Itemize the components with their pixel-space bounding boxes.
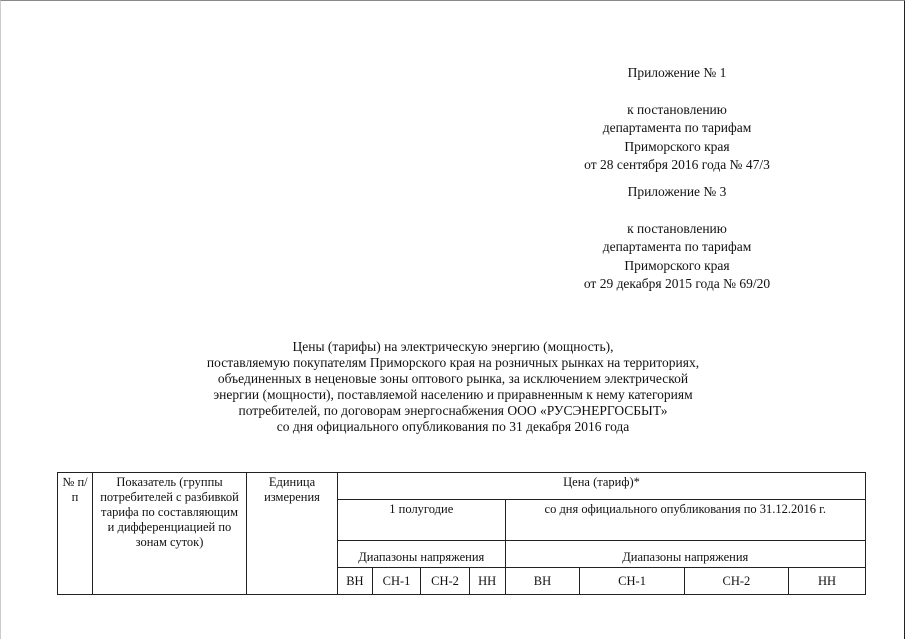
title-line: со дня официального опубликования по 31 декабря 2016 года xyxy=(276,419,630,434)
header-indicator: Показатель (группы потребителей с разбивкой тарифа по составляющим и дифференциацией по зонам суток) xyxy=(93,473,247,595)
appendix-3-heading: Приложение № 3 xyxy=(627,184,727,199)
title-line: Цены (тарифы) на электрическую энергию (мощность), xyxy=(292,339,614,354)
voltage-level-cell: НН xyxy=(789,568,866,595)
voltage-level-cell: НН xyxy=(469,568,505,595)
title-line: потребителей, по договорам энергоснабжения ООО «РУСЭНЕРГОСБЫТ» xyxy=(238,403,668,418)
header-unit: Единица измерения xyxy=(247,473,338,595)
voltage-level-cell: СН-2 xyxy=(684,568,788,595)
title-line: энергии (мощности), поставляемой населению и приравненным к нему категориям xyxy=(213,387,693,402)
voltage-level-cell: ВН xyxy=(338,568,373,595)
voltage-level-cell: ВН xyxy=(505,568,580,595)
appendix-3-line: к постановлению xyxy=(627,220,727,236)
header-price: Цена (тариф)* xyxy=(338,473,866,500)
appendix-1-line: к постановлению xyxy=(627,101,727,117)
header-voltage-ranges-1: Диапазоны напряжения xyxy=(338,541,506,568)
appendix-1-heading: Приложение № 1 xyxy=(627,65,727,80)
header-number: № п/п xyxy=(58,473,93,595)
appendix-3-line: от 29 декабря 2015 года № 69/20 xyxy=(583,276,771,291)
voltage-level-cell: СН-2 xyxy=(421,568,470,595)
voltage-level-cell: СН-1 xyxy=(372,568,421,595)
header-period-2: со дня официального опубликования по 31.12.2016 г. xyxy=(505,500,865,541)
appendix-1-block xyxy=(527,64,827,175)
header-voltage-ranges-2: Диапазоны напряжения xyxy=(505,541,865,568)
appendix-3-line: Приморского края xyxy=(624,257,730,273)
appendix-1-line: Приморского края xyxy=(624,138,730,154)
appendix-3-line: департамента по тарифам xyxy=(602,239,752,254)
appendix-1-line: департамента по тарифам xyxy=(602,120,752,135)
title-line: поставляемую покупателям Приморского края на розничных рынках на территориях, xyxy=(206,355,700,370)
header-period-1: 1 полугодие xyxy=(338,500,506,541)
table-header-row xyxy=(58,473,866,500)
tariff-table xyxy=(57,472,866,595)
appendix-1-line: от 28 сентября 2016 года № 47/3 xyxy=(584,157,770,172)
title-line: объединенных в неценовые зоны оптового рынка, за исключением электрической xyxy=(217,371,689,386)
document-title xyxy=(140,339,766,435)
voltage-level-cell: СН-1 xyxy=(580,568,684,595)
appendix-3-block xyxy=(527,183,827,294)
